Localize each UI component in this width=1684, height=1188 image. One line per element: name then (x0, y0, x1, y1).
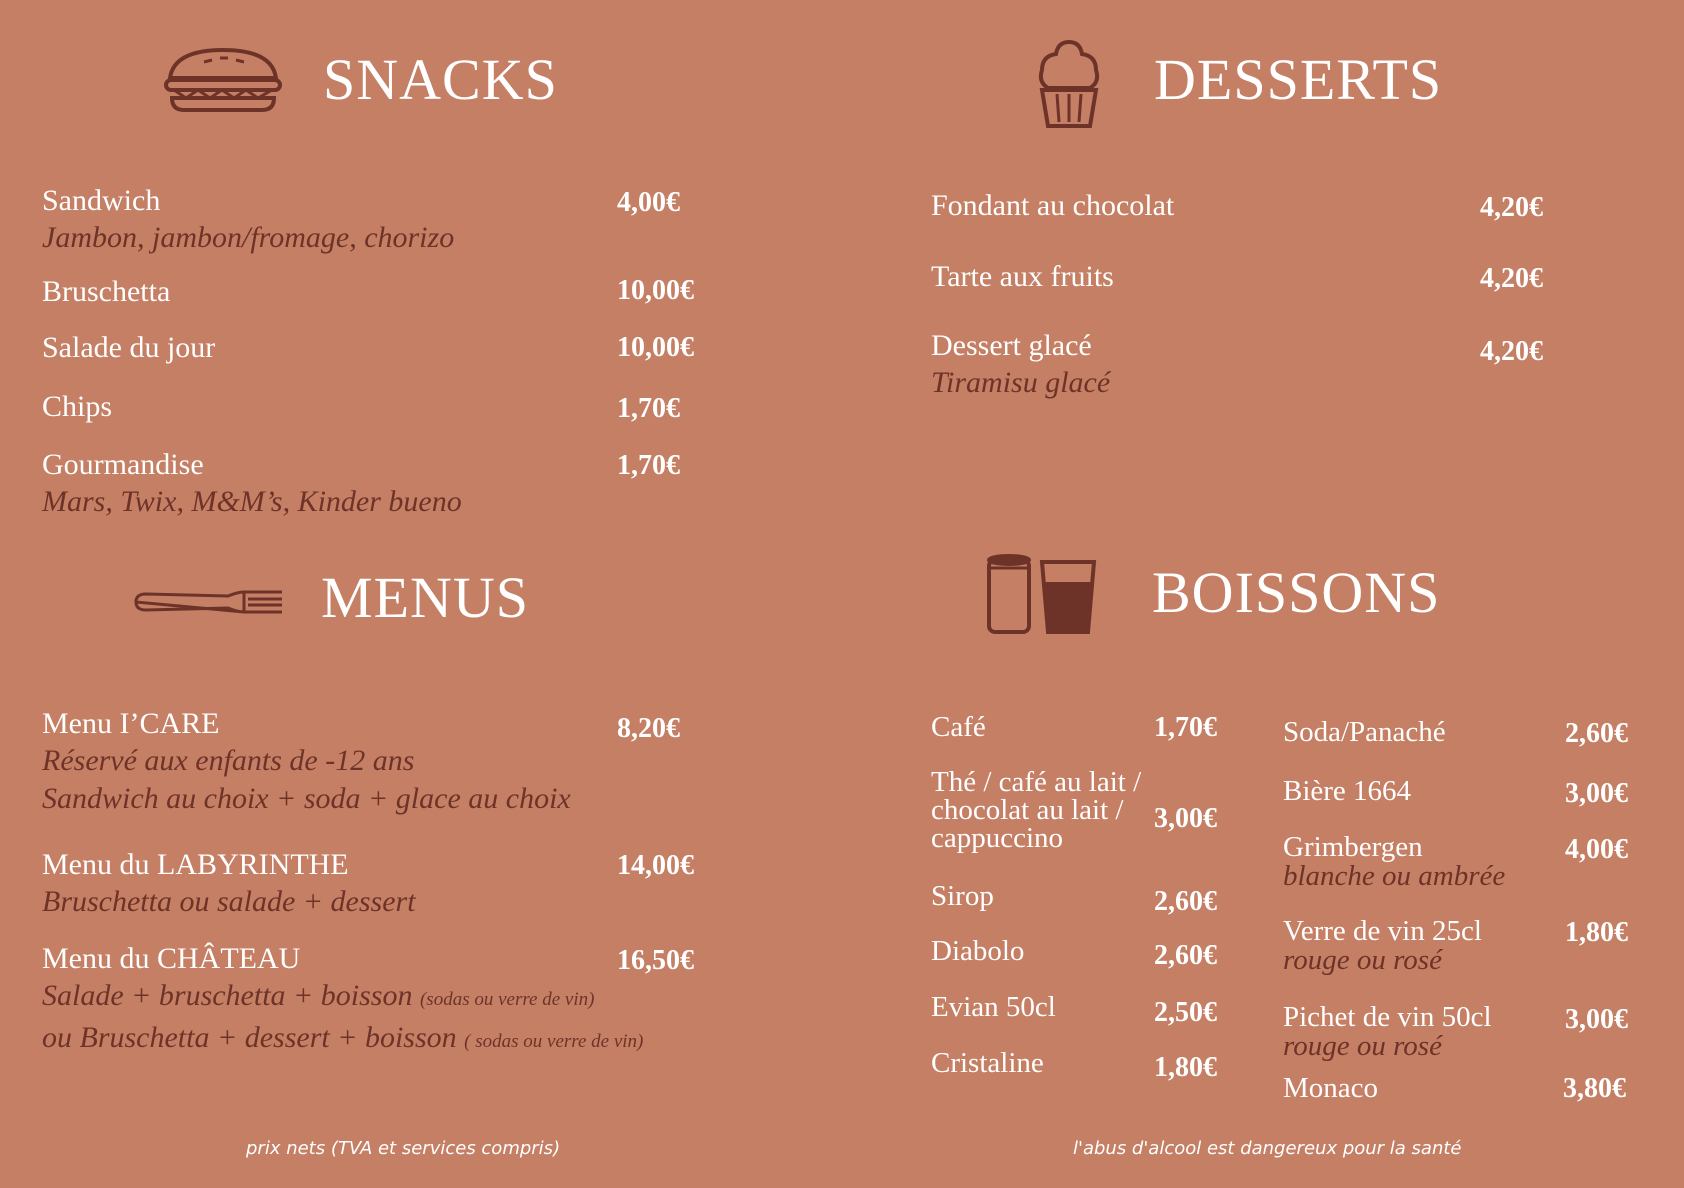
item-price: 14,00€ (617, 850, 694, 881)
item-desc: Bruschetta ou salade + dessert (42, 885, 416, 918)
item-desc: Sandwich au choix + soda + glace au choix (42, 782, 571, 815)
drink-item-the-cafe (931, 768, 1141, 852)
snack-item-gourmandise (42, 447, 462, 521)
snacks-title: SNACKS (323, 47, 558, 112)
item-desc: rouge ou rosé (1283, 944, 1442, 976)
item-name: Menu du LABYRINTHE (42, 848, 349, 881)
drink-item-verre-vin (1283, 917, 1482, 975)
item-name: Sirop (931, 880, 994, 912)
drink-item-soda (1283, 718, 1446, 746)
item-name: Bruschetta (42, 275, 171, 308)
drink-item-grimbergen (1283, 833, 1505, 891)
item-name: Evian 50cl (931, 991, 1056, 1023)
drink-item-cristaline (931, 1049, 1044, 1077)
item-name: Gourmandise (42, 448, 204, 481)
item-price: 3,00€ (1154, 803, 1217, 834)
dessert-item-tarte (931, 259, 1114, 295)
item-price: 10,00€ (617, 275, 694, 306)
item-desc-main: Salade + bruschetta + boisson (42, 979, 413, 1012)
item-name: Monaco (1283, 1072, 1379, 1104)
item-price: 2,60€ (1154, 886, 1217, 917)
item-price: 3,80€ (1563, 1073, 1626, 1104)
item-desc-note: ( sodas ou verre de vin) (464, 1031, 644, 1052)
desserts-title: DESSERTS (1154, 47, 1443, 112)
item-name: chocolat au lait / (931, 794, 1124, 826)
dessert-item-fondant (931, 188, 1174, 224)
item-price: 1,70€ (617, 450, 680, 481)
item-name: Thé / café au lait / (931, 766, 1142, 798)
snack-item-salade (42, 330, 215, 366)
snack-item-sandwich (42, 183, 454, 257)
item-price: 16,50€ (617, 945, 694, 976)
drink-item-pichet-vin (1283, 1003, 1492, 1061)
item-name: cappuccino (931, 822, 1064, 854)
menus-title: MENUS (321, 565, 530, 630)
menu-item-icare (42, 706, 571, 818)
item-name: Cristaline (931, 1047, 1044, 1079)
prices-note: prix nets (TVA et services compris) (246, 1138, 561, 1159)
item-price: 3,00€ (1565, 1004, 1628, 1035)
item-price: 4,20€ (1480, 263, 1543, 294)
drink-item-sirop (931, 882, 994, 910)
item-price: 1,80€ (1565, 917, 1628, 948)
can-and-glass-icon (986, 554, 1098, 636)
item-name: Tarte aux fruits (931, 260, 1114, 293)
item-price: 1,70€ (1154, 712, 1217, 743)
item-price: 4,00€ (1565, 834, 1628, 865)
dessert-item-glace (931, 328, 1110, 402)
item-price: 10,00€ (617, 332, 694, 363)
item-price: 2,60€ (1565, 718, 1628, 749)
drink-item-monaco (1283, 1074, 1378, 1102)
item-name: Café (931, 711, 986, 743)
item-name: Soda/Panaché (1283, 716, 1446, 748)
fork-icon (132, 588, 282, 616)
item-name: Salade du jour (42, 331, 216, 364)
sandwich-icon (164, 48, 282, 112)
drink-item-evian (931, 993, 1056, 1021)
item-price: 1,70€ (617, 393, 680, 424)
item-price: 8,20€ (617, 713, 680, 744)
item-name: Chips (42, 390, 113, 423)
item-name: Menu I’CARE (42, 707, 220, 740)
item-desc: Réservé aux enfants de -12 ans (42, 744, 415, 777)
item-name: Grimbergen (1283, 831, 1423, 863)
menu-item-chateau (42, 941, 643, 1061)
item-price: 4,20€ (1480, 336, 1543, 367)
item-desc (42, 977, 643, 1019)
item-name: Sandwich (42, 184, 161, 217)
item-name: Menu du CHÂTEAU (42, 942, 301, 975)
item-desc: Mars, Twix, M&M’s, Kinder bueno (42, 485, 462, 518)
cupcake-icon (1036, 38, 1102, 130)
item-desc-main: ou Bruschetta + dessert + boisson (42, 1021, 457, 1054)
item-desc (42, 1019, 643, 1061)
drink-item-biere (1283, 777, 1411, 805)
item-price: 2,50€ (1154, 997, 1217, 1028)
item-name: Dessert glacé (931, 329, 1092, 362)
item-name: Pichet de vin 50cl (1283, 1001, 1492, 1033)
item-desc: Jambon, jambon/fromage, chorizo (42, 221, 455, 254)
drink-item-diabolo (931, 937, 1024, 965)
menu-item-labyrinthe (42, 847, 416, 921)
item-price: 1,80€ (1154, 1052, 1217, 1083)
item-name: Verre de vin 25cl (1283, 915, 1482, 947)
item-price: 4,20€ (1480, 192, 1543, 223)
item-desc-note: (sodas ou verre de vin) (419, 989, 595, 1010)
item-price: 3,00€ (1565, 778, 1628, 809)
item-name: Diabolo (931, 935, 1025, 967)
item-name: Fondant au chocolat (931, 189, 1175, 222)
alcohol-warning: l'abus d'alcool est dangereux pour la santé (1073, 1138, 1462, 1159)
item-desc: rouge ou rosé (1283, 1030, 1442, 1062)
item-price: 2,60€ (1154, 940, 1217, 971)
snack-item-bruschetta (42, 274, 170, 310)
item-desc: Tiramisu glacé (931, 366, 1111, 399)
item-desc: blanche ou ambrée (1283, 860, 1506, 892)
snack-item-chips (42, 389, 112, 425)
drink-item-cafe (931, 713, 986, 741)
boissons-title: BOISSONS (1152, 560, 1441, 625)
item-price: 4,00€ (617, 187, 680, 218)
item-name: Bière 1664 (1283, 775, 1412, 807)
